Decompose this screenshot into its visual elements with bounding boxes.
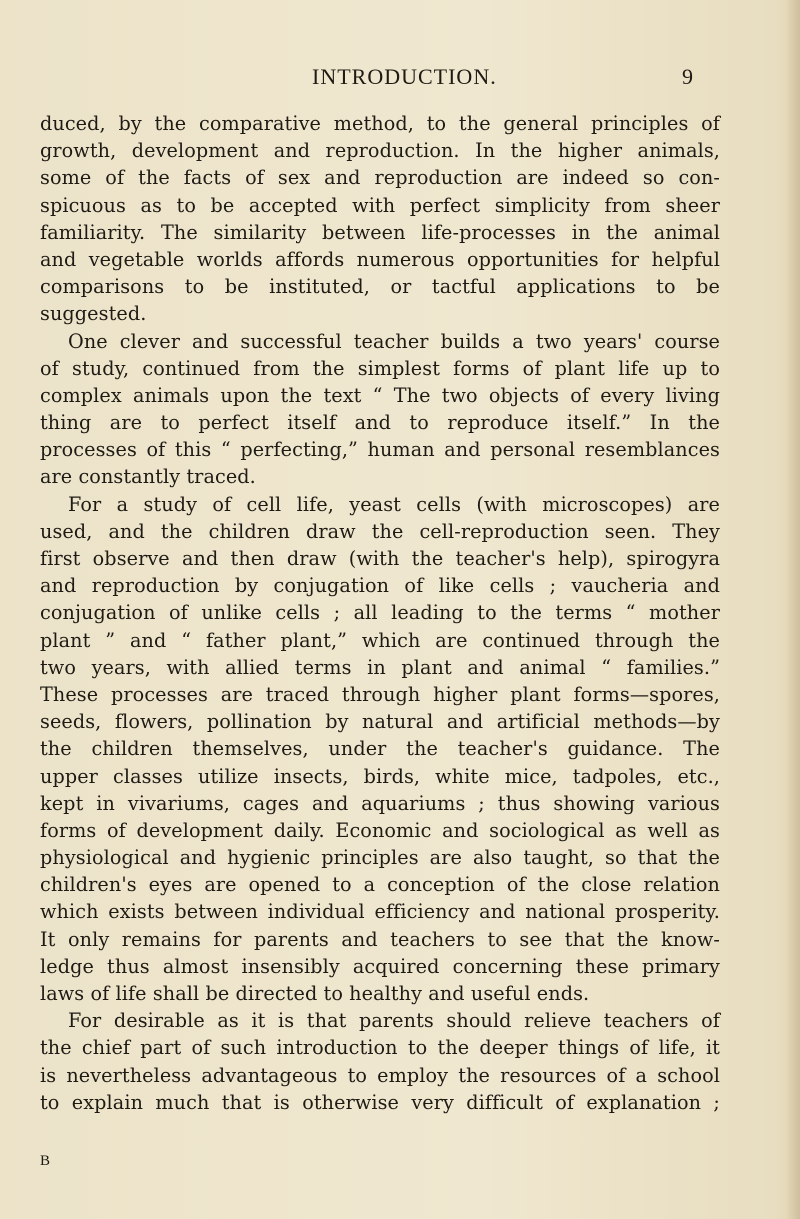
text-line: For desirable as it is that parents should relieve teachers of [68, 1009, 720, 1033]
text-line: two years, with allied terms in plant and animal “ families.” [40, 655, 720, 679]
text-line: forms of development daily. Economic and sociological as well as [40, 818, 720, 842]
text-line: ledge thus almost insensibly acquired concerning these primary [40, 954, 720, 978]
text-line: laws of life shall be directed to healthy and useful ends. [40, 982, 590, 1005]
text-line: to explain much that is otherwise very difficult of explanation ; [40, 1090, 720, 1114]
text-line: suggested. [40, 302, 147, 326]
page-number: 9 [682, 64, 693, 89]
text-line: processes of this “ perfecting,” human and personal resemblances [40, 438, 720, 462]
text-line: plant ” and “ father plant,” which are continued through the [40, 628, 720, 652]
text-line: thing are to perfect itself and to reproduce itself.” In the [40, 411, 720, 435]
text-line: upper classes utilize insects, birds, white mice, tadpoles, etc., [40, 764, 720, 788]
text-line: For a study of cell life, yeast cells (with microscopes) are [68, 492, 720, 516]
text-line: One clever and successful teacher builds a two years' course [68, 329, 720, 353]
text-line: children's eyes are opened to a conception of the close relation [40, 873, 720, 897]
signature-mark: B [40, 1153, 52, 1169]
text-line: the chief part of such introduction to the deeper things of life, it [40, 1036, 720, 1060]
text-line: seeds, flowers, pollination by natural and artificial methods—by [40, 710, 720, 734]
text-line: some of the facts of sex and reproduction are indeed so con- [40, 166, 720, 190]
text-line: duced, by the comparative method, to the general principles of [40, 112, 720, 135]
text-line: physiological and hygienic principles are also taught, so that the [40, 846, 720, 870]
text-line: kept in vivariums, cages and aquariums ; thus showing various [40, 791, 720, 815]
text-line: comparisons to be instituted, or tactful applications to be [40, 275, 720, 299]
text-line: growth, development and reproduction. In the higher animals, [40, 139, 720, 163]
text-line: which exists between individual efficiency and national prosperity. [40, 900, 720, 924]
text-line: are constantly traced. [40, 465, 256, 489]
page-header [0, 64, 800, 94]
text-line: spicuous as to be accepted with perfect simplicity from sheer [40, 193, 720, 217]
text-line: conjugation of unlike cells ; all leading to the terms “ mother [40, 601, 720, 625]
text-line: familiarity. The similarity between life-processes in the animal [40, 220, 720, 244]
text-line: used, and the children draw the cell-reproduction seen. They [40, 519, 720, 543]
text-line: These processes are traced through higher plant forms—spores, [40, 682, 720, 706]
text-line: of study, continued from the simplest forms of plant life up to [40, 356, 720, 380]
text-line: first observe and then draw (with the teacher's help), spirogyra [40, 547, 720, 570]
text-line: is nevertheless advantageous to employ the resources of a school [40, 1063, 720, 1087]
text-line: complex animals upon the text “ The two objects of every living [40, 383, 720, 407]
text-line: and vegetable worlds affords numerous opportunities for helpful [40, 247, 720, 271]
text-line: It only remains for parents and teachers to see that the know- [40, 927, 720, 951]
running-head: INTRODUCTION. [312, 64, 497, 89]
page-edge-shadow [786, 0, 800, 1219]
text-line: the children themselves, under the teacher's guidance. The [40, 737, 720, 761]
body-text [40, 110, 720, 1116]
text-line: and reproduction by conjugation of like cells ; vaucheria and [40, 574, 720, 598]
